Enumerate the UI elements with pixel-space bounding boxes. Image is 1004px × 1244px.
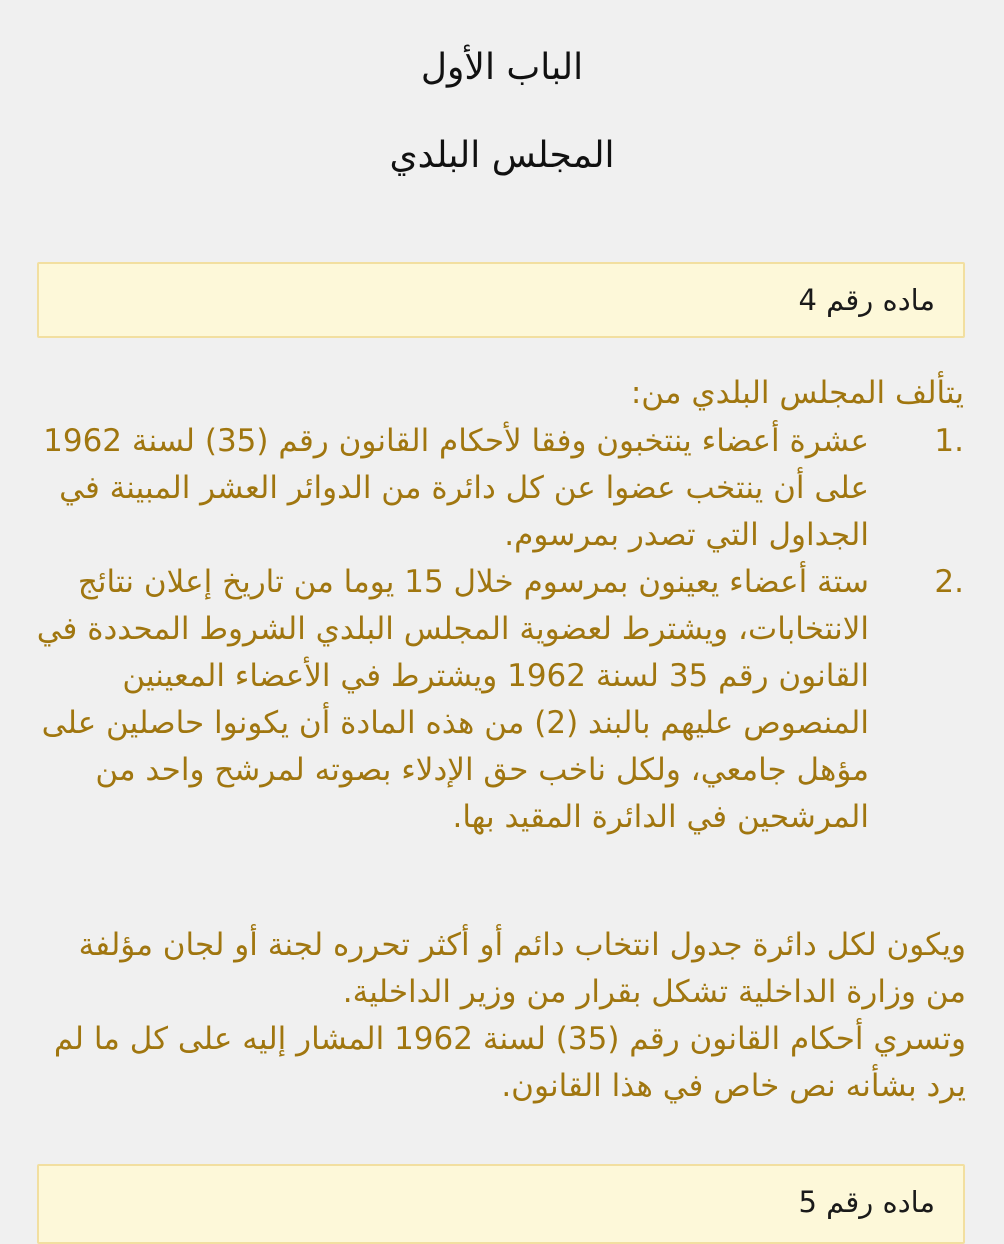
clause-number: 1. — [934, 423, 964, 459]
clause-text: عشرة أعضاء ينتخبون وفقا لأحكام القانون رقم (35) لسنة 1962 على أن ينتخب عضوا عن كل دائرة من الدوائر العشر المبينة في الجداول التي تصدر بمرسوم. — [43, 423, 869, 553]
article-4-clauses — [34, 418, 964, 841]
article-4-heading-box[interactable] — [37, 262, 965, 338]
article-4-paragraph-1: ويكون لكل دائرة جدول انتخاب دائم أو أكثر تحرره لجنة أو لجان مؤلفة من وزارة الداخلية تشكل بقرار من وزير الداخلية. — [78, 927, 966, 1010]
clause-item — [34, 418, 964, 559]
clause-text: ستة أعضاء يعينون بمرسوم خلال 15 يوما من تاريخ إعلان نتائج الانتخابات، ويشترط لعضوية المجلس البلدي الشروط المحددة في القانون رقم 35 لسنة 1962 ويشترط في الأعضاء المعينين المنصوص عليهم بالبند (2) من هذه المادة أن يكونوا حاصلين على مؤهل جامعي، ولكل ناخب حق الإدلاء بصوته لمرشح واحد من المرشحين في الدائرة المقيد بها. — [36, 564, 869, 835]
article-5-heading: ماده رقم 5 — [798, 1185, 935, 1219]
article-5-heading-box[interactable] — [37, 1164, 965, 1244]
article-4-heading: ماده رقم 4 — [798, 283, 935, 317]
article-4-paragraph-2: وتسري أحكام القانون رقم (35) لسنة 1962 المشار إليه على كل ما لم يرد بشأنه نص خاص في هذا القانون. — [53, 1021, 966, 1104]
chapter-title: المجلس البلدي — [389, 135, 615, 176]
clause-number: 2. — [934, 564, 964, 600]
chapter-label: الباب الأول — [420, 47, 584, 88]
clause-item — [34, 559, 964, 841]
article-4-intro: يتألف المجلس البلدي من: — [630, 375, 964, 411]
